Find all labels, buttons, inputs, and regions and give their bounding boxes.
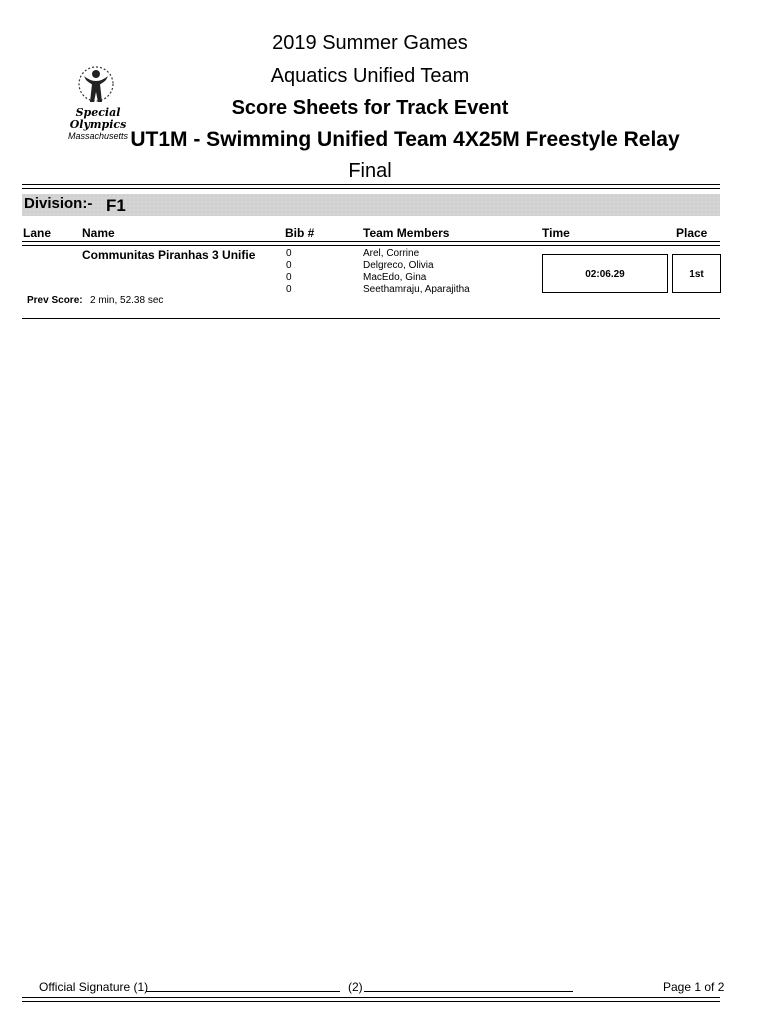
- column-header-bib: Bib #: [285, 226, 315, 240]
- time-value: 02:06.29: [585, 269, 625, 280]
- team-member: Delgreco, Olivia: [363, 260, 434, 271]
- prev-score-value: 2 min, 52.38 sec: [90, 295, 164, 306]
- column-header-lane: Lane: [23, 226, 52, 240]
- signature-2-label: (2): [348, 980, 363, 994]
- column-header-name: Name: [82, 226, 115, 240]
- prev-score-label: Prev Score:: [27, 295, 83, 306]
- column-header-time: Time: [542, 226, 570, 240]
- bib-list: [286, 248, 292, 296]
- team-member: MacEdo, Gina: [363, 272, 427, 283]
- place-box: [672, 254, 721, 293]
- division-value: F1: [106, 196, 126, 215]
- round-name: Final: [348, 160, 392, 182]
- team-name: Communitas Piranhas 3 Unifie: [82, 248, 256, 262]
- sheet-title: Score Sheets for Track Event: [231, 97, 509, 119]
- page-number: Page 1 of 2: [663, 980, 725, 994]
- sport-name: Aquatics Unified Team: [270, 65, 470, 87]
- footer-divider: [22, 997, 720, 1002]
- row-divider: [22, 318, 720, 319]
- logo-text-massachusetts: Massachusetts: [67, 131, 129, 141]
- place-value: 1st: [689, 269, 704, 280]
- signature-2-line: [364, 991, 573, 992]
- signature-1-label: Official Signature (1): [39, 980, 149, 994]
- bib-number: 0: [286, 272, 292, 283]
- bib-number: 0: [286, 260, 292, 271]
- team-member: Arel, Corrine: [363, 248, 420, 259]
- division-label: Division:-: [24, 195, 93, 212]
- team-member-list: [363, 248, 470, 296]
- column-header-team-members: Team Members: [363, 226, 450, 240]
- division-bar: [22, 194, 720, 216]
- logo-text-olympics: Olympics: [69, 118, 127, 131]
- event-name: 2019 Summer Games: [272, 32, 468, 54]
- logo-text-special: Special: [75, 106, 121, 119]
- event-title: UT1M - Swimming Unified Team 4X25M Freestyle Relay: [130, 128, 680, 151]
- team-member: Seethamraju, Aparajitha: [363, 284, 470, 295]
- column-header-divider: [22, 241, 720, 246]
- column-header-place: Place: [676, 226, 708, 240]
- bib-number: 0: [286, 284, 292, 295]
- time-box: [542, 254, 668, 293]
- header-divider: [22, 184, 720, 189]
- signature-1-line: [146, 991, 340, 992]
- bib-number: 0: [286, 248, 292, 259]
